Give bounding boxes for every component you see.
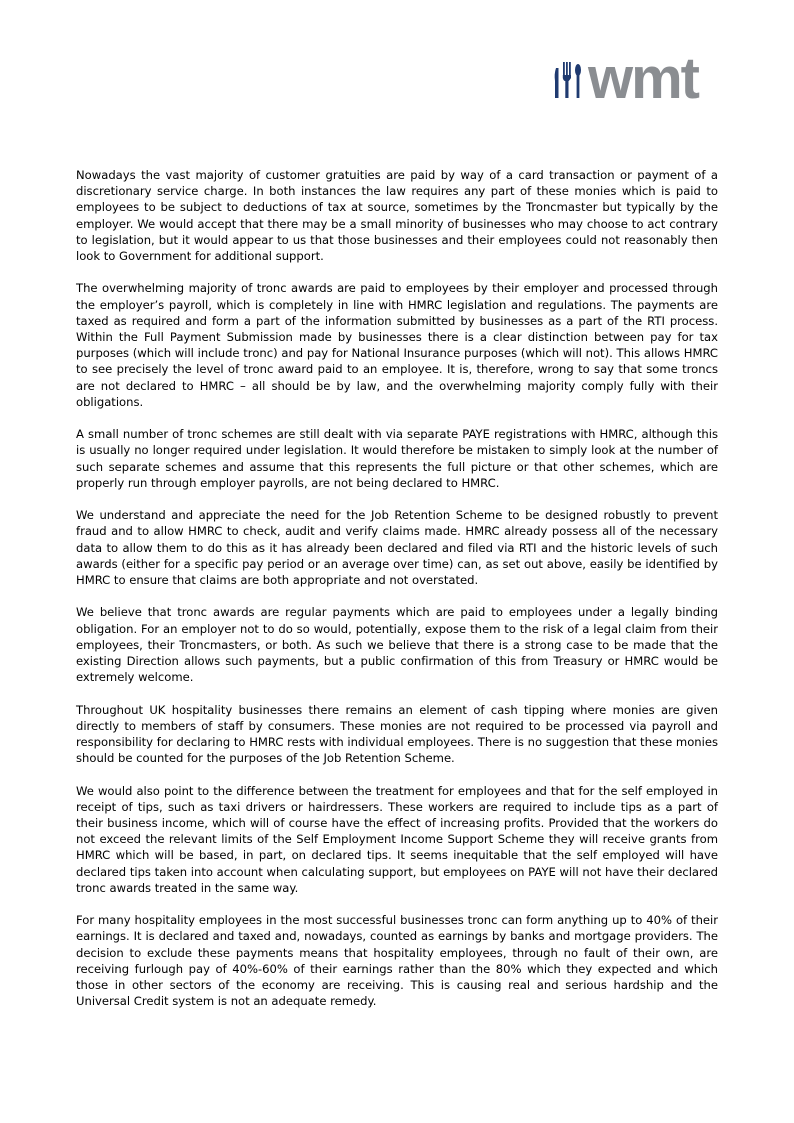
letter-body [76, 167, 718, 1026]
logo-text: wmt [588, 48, 698, 104]
paragraph-card-gratuities: Nowadays the vast majority of customer gratuities are paid by way of a card transaction or payment of a discretionary service charge. In both instances the law requires any part of these monies which is paid to employees to be subject to deductions of tax at source, sometimes by the Troncmaster but typically by the employer. We would accept that there may be a small minority of businesses who may choose to act contrary to legislation, but it would appear to us that those businesses and their employees could not reasonably then look to Government for additional support. [76, 168, 718, 264]
wmt-logo [552, 48, 744, 104]
paragraph-hardship: For many hospitality employees in the most successful businesses tronc can form anything up to 40% of their earnings. It is declared and taxed and, nowadays, counted as earnings by banks and mortgage providers. The decision to exclude these payments means that hospitality employees, through no fault of their own, are receiving furlough pay of 40%-60% of their earnings rather than the 80% which they expected and which those in other sectors of the economy are receiving. This is causing real and serious hardship and the Universal Credit system is not an adequate remedy. [76, 913, 718, 1009]
paragraph-tronc-payroll: The overwhelming majority of tronc awards are paid to employees by their employer and processed through the employer’s payroll, which is completely in line with HMRC legislation and regulations. The payments are taxed as required and form a part of the information submitted by businesses as a part of the RTI process. Within the Full Payment Submission made by businesses there is a clear distinction between pay for tax purposes (which will include tronc) and pay for National Insurance purposes (which will not). This allows HMRC to see precisely the level of tronc award paid to an employee. It is, therefore, wrong to say that some troncs are not declared to HMRC – all should be by law, and the overwhelming majority comply fully with their obligations. [76, 281, 718, 409]
paragraph-regular-payments: We believe that tronc awards are regular payments which are paid to employees under a legally binding obligation. For an employer not to do so would, potentially, expose them to the risk of a legal claim from their employees, their Troncmasters, or both. As such we believe that there is a strong case to be made that the existing Direction allows such payments, but a public confirmation of this from Treasury or HMRC would be extremely welcome. [76, 605, 718, 685]
paragraph-job-retention: We understand and appreciate the need for the Job Retention Scheme to be designed robustly to prevent fraud and to allow HMRC to check, audit and verify claims made. HMRC already possess all of the necessary data to allow them to do this as it has already been declared and filed via RTI and the historic levels of such awards (either for a specific pay period or an average over time) can, as set out above, easily be identified by HMRC to ensure that claims are both appropriate and not overstated. [76, 508, 718, 588]
cutlery-icon [555, 62, 581, 98]
paragraph-self-employed: We would also point to the difference between the treatment for employees and that for the self employed in receipt of tips, such as taxi drivers or hairdressers. These workers are required to include tips as a part of their business income, which will of course have the effect of increasing profits. Provided that the workers do not exceed the relevant limits of the Self Employment Income Support Scheme they will receive grants from HMRC which will be based, in part, on declared tips. It seems inequitable that the self employed will have declared tips taken into account when calculating support, but employees on PAYE will not have their declared tronc awards treated in the same way. [76, 783, 718, 895]
paragraph-separate-paye: A small number of tronc schemes are still dealt with via separate PAYE registrations with HMRC, although this is usually no longer required under legislation. It would therefore be mistaken to simply look at the number of such separate schemes and assume that this represents the full picture or that other schemes, which are properly run through employer payrolls, are not being declared to HMRC. [76, 427, 718, 490]
paragraph-cash-tipping: Throughout UK hospitality businesses there remains an element of cash tipping where monies are given directly to members of staff by consumers. These monies are not required to be processed via payroll and responsibility for declaring to HMRC rests with individual employees. There is no suggestion that these monies should be counted for the purposes of the Job Retention Scheme. [76, 702, 718, 766]
